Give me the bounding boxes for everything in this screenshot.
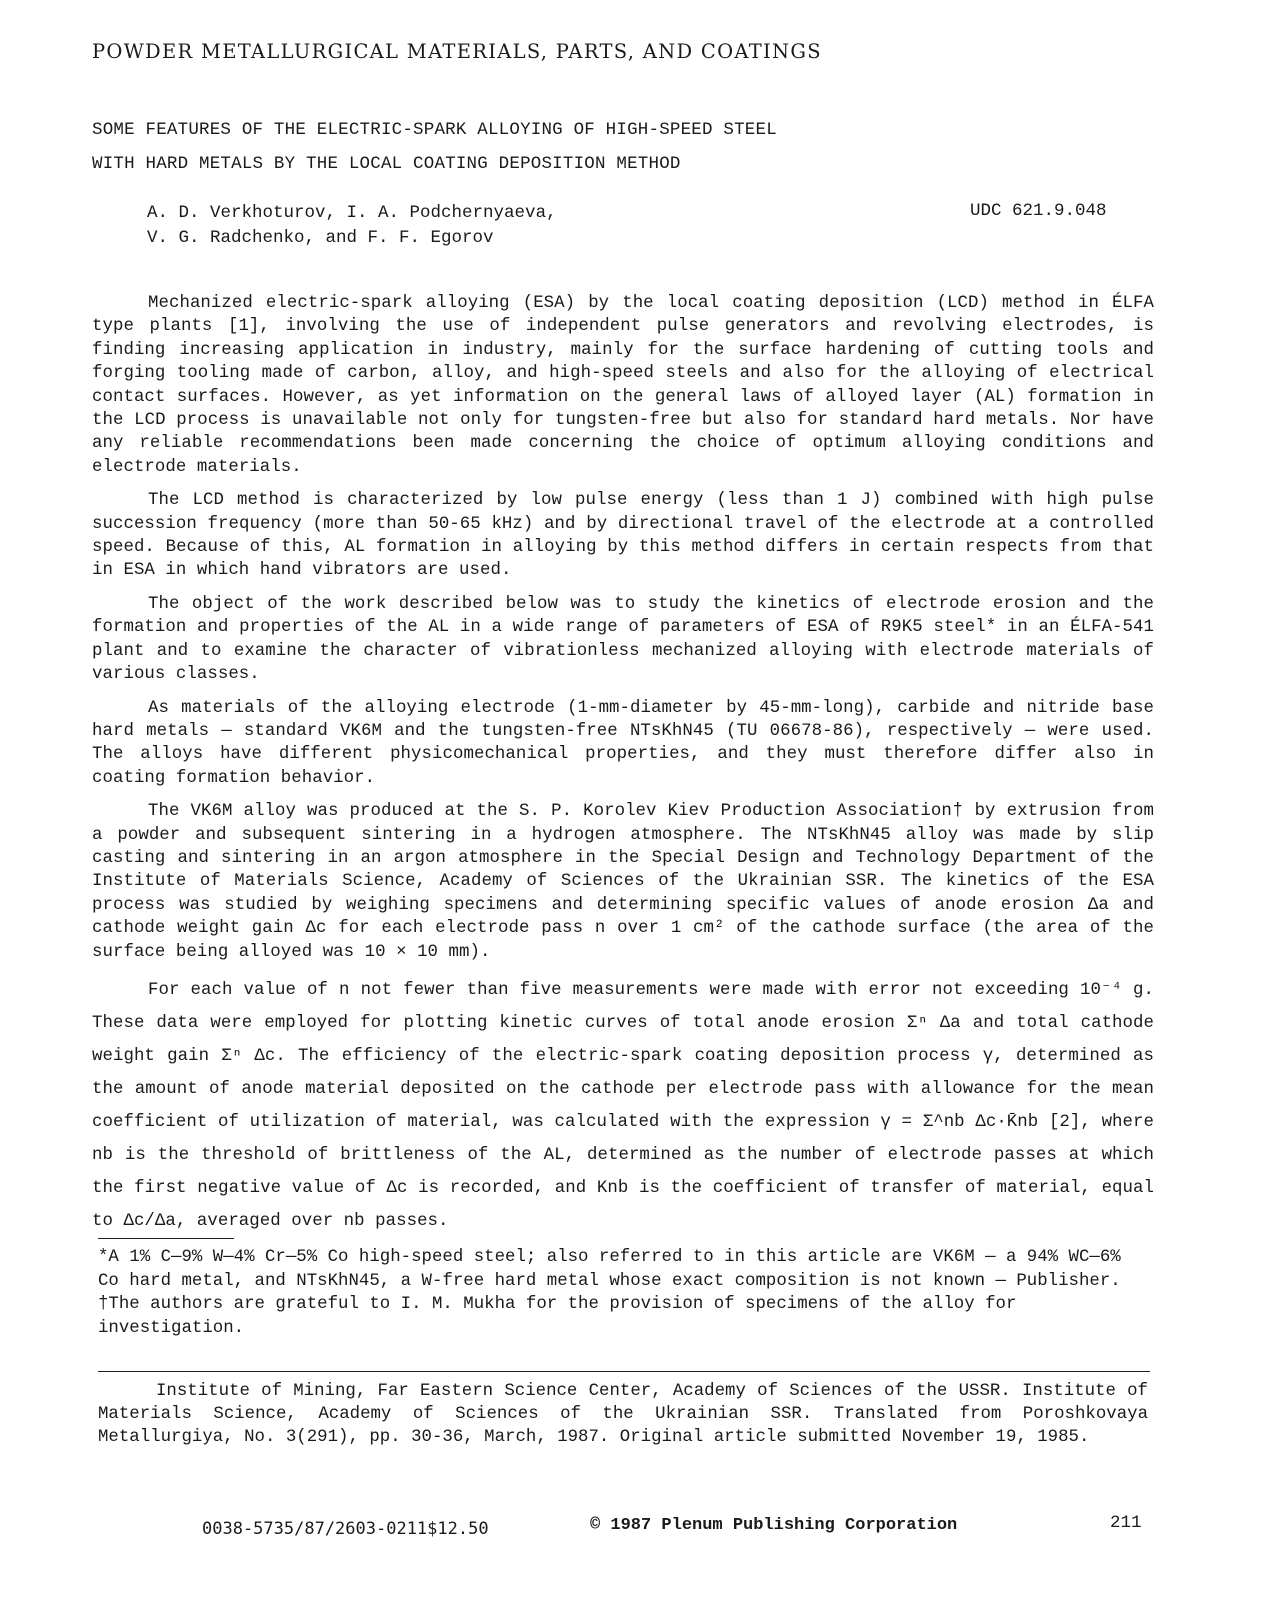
paragraph-6: For each value of n not fewer than five measurements were made with error not exceeding 10⁻⁴ g. These data were employed for plotting kinetic curves of total anode erosion Σⁿ Δa and total cathode weight gain Σⁿ Δc. The efficiency of the electric-spark coating deposition process γ, determined as the amount of anode material deposited on the cathode per electrode pass with allowance for the mean coefficient of utilization of material, was calculated with the expression γ = Σ^nb Δc·K̄nb [2], where nb is the threshold of brittleness of the AL, determined as the number of electrode passes at which the first negative value of Δc is recorded, and Knb is the coefficient of transfer of material, equal to Δc/Δa, averaged over nb passes. xyxy=(92,980,1154,1231)
paragraph-3: The object of the work described below was to study the kinetics of electrode erosion and the formation and properties of the AL in a wide range of parameters of ESA of R9K5 steel* in an ÉLFA-541 plant and to examine the character of vibrationless mechanized alloying with electrode materials of various classes. xyxy=(92,594,1154,685)
article-title-line-2: WITH HARD METALS BY THE LOCAL COATING DEPOSITION METHOD xyxy=(92,154,681,174)
section-heading: POWDER METALLURGICAL MATERIALS, PARTS, AND COATINGS xyxy=(92,40,822,63)
footnote-1: *A 1% C—9% W—4% Cr—5% Co high-speed steel; also referred to in this article are VK6M — a 94% WC—6% Co hard metal, and NTsKhN45, a W-free hard metal whose exact composition is not known — Publisher. xyxy=(98,1248,1121,1291)
footnote-2: †The authors are grateful to I. M. Mukha for the provision of specimens of the alloy for investigation. xyxy=(98,1295,1017,1338)
paragraph-1: Mechanized electric-spark alloying (ESA) by the local coating deposition (LCD) method in ÉLFA type plants [1], involving the use of independent pulse generators and revolving electrodes, is finding increasing application in industry, mainly for the surface hardening of cutting tools and forging tooling made of carbon, alloy, and high-speed steels and also for the alloying of electrical contact surfaces. However, as yet information on the general laws of alloyed layer (AL) formation in the LCD process is unavailable not only for tungsten-free but also for standard hard metals. Nor have any reliable recommendations been made concerning the choice of optimum alloying conditions and electrode materials. xyxy=(92,294,1154,477)
page-number: 211 xyxy=(1110,1513,1142,1533)
authors-line-2: V. G. Radchenko, and F. F. Egorov xyxy=(147,228,494,248)
footnotes xyxy=(98,1246,1148,1340)
footnote-divider xyxy=(98,1238,234,1239)
article-title-line-1: SOME FEATURES OF THE ELECTRIC-SPARK ALLOYING OF HIGH-SPEED STEEL xyxy=(92,120,777,140)
paragraph-4: As materials of the alloying electrode (1-mm-diameter by 45-mm-long), carbide and nitride base hard metals — standard VK6M and the tungsten-free NTsKhN45 (TU 06678-86), respectively — were used. The alloys have different physicomechanical properties, and they must therefore differ also in coating formation behavior. xyxy=(92,698,1154,788)
udc-code: UDC 621.9.048 xyxy=(970,201,1107,221)
paragraph-5: The VK6M alloy was produced at the S. P. Korolev Kiev Production Association† by extrusion from a powder and subsequent sintering in a hydrogen atmosphere. The NTsKhN45 alloy was made by slip casting and sintering in an argon atmosphere in the Special Design and Technology Department of the Institute of Materials Science, Academy of Sciences of the Ukrainian SSR. The kinetics of the ESA process was studied by weighing specimens and determining specific values of anode erosion Δa and cathode weight gain Δc for each electrode pass n over 1 cm² of the cathode surface (the area of the surface being alloyed was 10 × 10 mm). xyxy=(92,802,1154,962)
affiliation-note: Institute of Mining, Far Eastern Science Center, Academy of Sciences of the USSR. Institute of Materials Science, Academy of Sciences of the Ukrainian SSR. Translated from Poroshkovaya Metallurgiya, No. 3(291), pp. 30-36, March, 1987. Original article submitted November 19, 1985. xyxy=(98,1382,1148,1448)
paragraph-2: The LCD method is characterized by low pulse energy (less than 1 J) combined with high pulse succession frequency (more than 50-65 kHz) and by directional travel of the electrode at a controlled speed. Because of this, AL formation in alloying by this method differs in certain respects from that in ESA in which hand vibrators are used. xyxy=(92,491,1154,581)
authors-line-1: A. D. Verkhoturov, I. A. Podchernyaeva, xyxy=(147,203,557,223)
article-body xyxy=(92,292,1154,1248)
affiliation-divider xyxy=(98,1371,1150,1372)
footer-copyright: © 1987 Plenum Publishing Corporation xyxy=(590,1516,958,1535)
footer-code: 0038-5735/87/2603-0211$12.50 xyxy=(202,1519,489,1539)
authors xyxy=(147,201,557,251)
